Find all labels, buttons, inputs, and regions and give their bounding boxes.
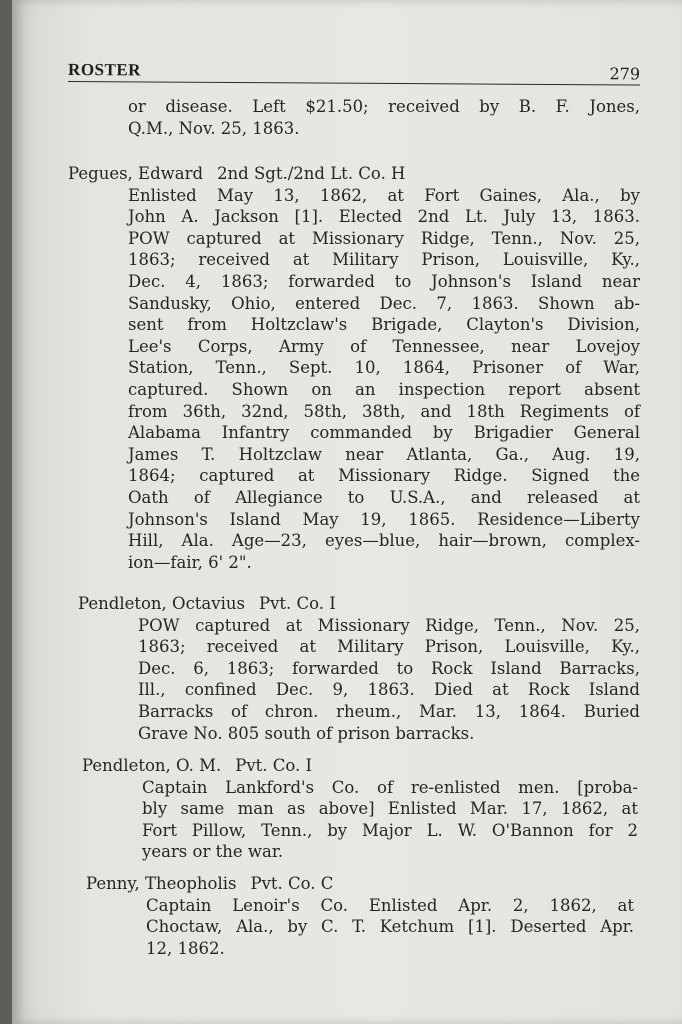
entry-heading (78, 593, 640, 615)
text-line: sent from Holtzclaw's Brigade, Clayton's Division, (128, 315, 640, 335)
text-line: Hill, Ala. Age—23, eyes—blue, hair—brown, complex- (128, 531, 640, 551)
text-line: 12, 1862. (146, 938, 225, 958)
entry-heading (82, 755, 638, 777)
text-line: Captain Lenoir's Co. Enlisted Apr. 2, 1862, at (146, 895, 634, 915)
entry-heading (68, 163, 640, 185)
text-line: or disease. Left $21.50; received by B. F. Jones, (128, 97, 640, 116)
entry-details (78, 615, 640, 745)
entry-heading (86, 873, 634, 895)
text-line: Grave No. 805 south of prison barracks. (138, 723, 475, 743)
entry-details (82, 777, 638, 863)
roster-entry (86, 873, 634, 959)
text-line: years or the war. (142, 842, 284, 862)
text-line: Enlisted May 13, 1862, at Fort Gaines, Ala., by (128, 185, 640, 205)
text-line: Station, Tenn., Sept. 10, 1864, Prisoner of War, (128, 358, 640, 378)
text-line: bly same man as above] Enlisted Mar. 17, 1862, at (142, 799, 638, 819)
text-line: James T. Holtzclaw near Atlanta, Ga., Aug. 19, (128, 444, 640, 464)
text-line: 1863; received at Military Prison, Louisville, Ky., (138, 637, 640, 657)
text-line: POW captured at Missionary Ridge, Tenn., Nov. 25, (128, 228, 640, 248)
continued-entry-text (128, 96, 640, 139)
soldier-rank: Pvt. Co. C (250, 874, 334, 893)
text-line: Johnson's Island May 19, 1865. Residence—Liberty (128, 509, 640, 529)
soldier-rank: Pvt. Co. I (235, 756, 313, 775)
text-line: 1864; captured at Missionary Ridge. Signed the (128, 466, 640, 486)
text-line: captured. Shown on an inspection report absent (128, 379, 640, 399)
text-line: Q.M., Nov. 25, 1863. (128, 118, 300, 138)
page-number: 279 (609, 64, 641, 84)
text-line: Lee's Corps, Army of Tennessee, near Lovejoy (128, 336, 640, 356)
header-title: ROSTER (68, 60, 142, 80)
roster-entry (68, 163, 640, 573)
entry-details (86, 895, 634, 960)
text-line: Dec. 6, 1863; forwarded to Rock Island Barracks, (138, 658, 640, 678)
text-line: ion—fair, 6' 2". (128, 552, 252, 572)
text-line: POW captured at Missionary Ridge, Tenn., Nov. 25, (138, 615, 640, 635)
entry-details (68, 185, 640, 574)
soldier-rank: 2nd Sgt./2nd Lt. Co. H (217, 164, 406, 183)
soldier-name: Penny, Theopholis (86, 874, 237, 893)
text-line: Oath of Allegiance to U.S.A., and released at (128, 487, 640, 507)
roster-text (12, 0, 682, 1024)
soldier-name: Pendleton, O. M. (82, 756, 222, 775)
text-line: from 36th, 32nd, 58th, 38th, and 18th Regiments of (128, 401, 640, 421)
text-line: Fort Pillow, Tenn., by Major L. W. O'Bannon for 2 (142, 820, 638, 840)
soldier-rank: Pvt. Co. I (258, 594, 336, 613)
text-line: Ill., confined Dec. 9, 1863. Died at Rock Island (138, 680, 640, 700)
text-line: Captain Lankford's Co. of re-enlisted men. [proba- (142, 777, 638, 797)
book-page (12, 0, 682, 1024)
text-line: Choctaw, Ala., by C. T. Ketchum [1]. Deserted Apr. (146, 917, 634, 937)
text-line: 1863; received at Military Prison, Louisville, Ky., (128, 250, 640, 270)
roster-entry (82, 755, 638, 863)
soldier-name: Pendleton, Octavius (78, 594, 245, 613)
text-line: Dec. 4, 1863; forwarded to Johnson's Island near (128, 271, 640, 291)
text-line: John A. Jackson [1]. Elected 2nd Lt. July 13, 1863. (128, 207, 640, 227)
soldier-name: Pegues, Edward (68, 164, 204, 183)
text-line: Barracks of chron. rheum., Mar. 13, 1864. Buried (138, 701, 640, 721)
text-line: Sandusky, Ohio, entered Dec. 7, 1863. Shown ab- (128, 293, 640, 313)
text-line: Alabama Infantry commanded by Brigadier General (128, 423, 640, 443)
roster-entry (78, 593, 640, 744)
